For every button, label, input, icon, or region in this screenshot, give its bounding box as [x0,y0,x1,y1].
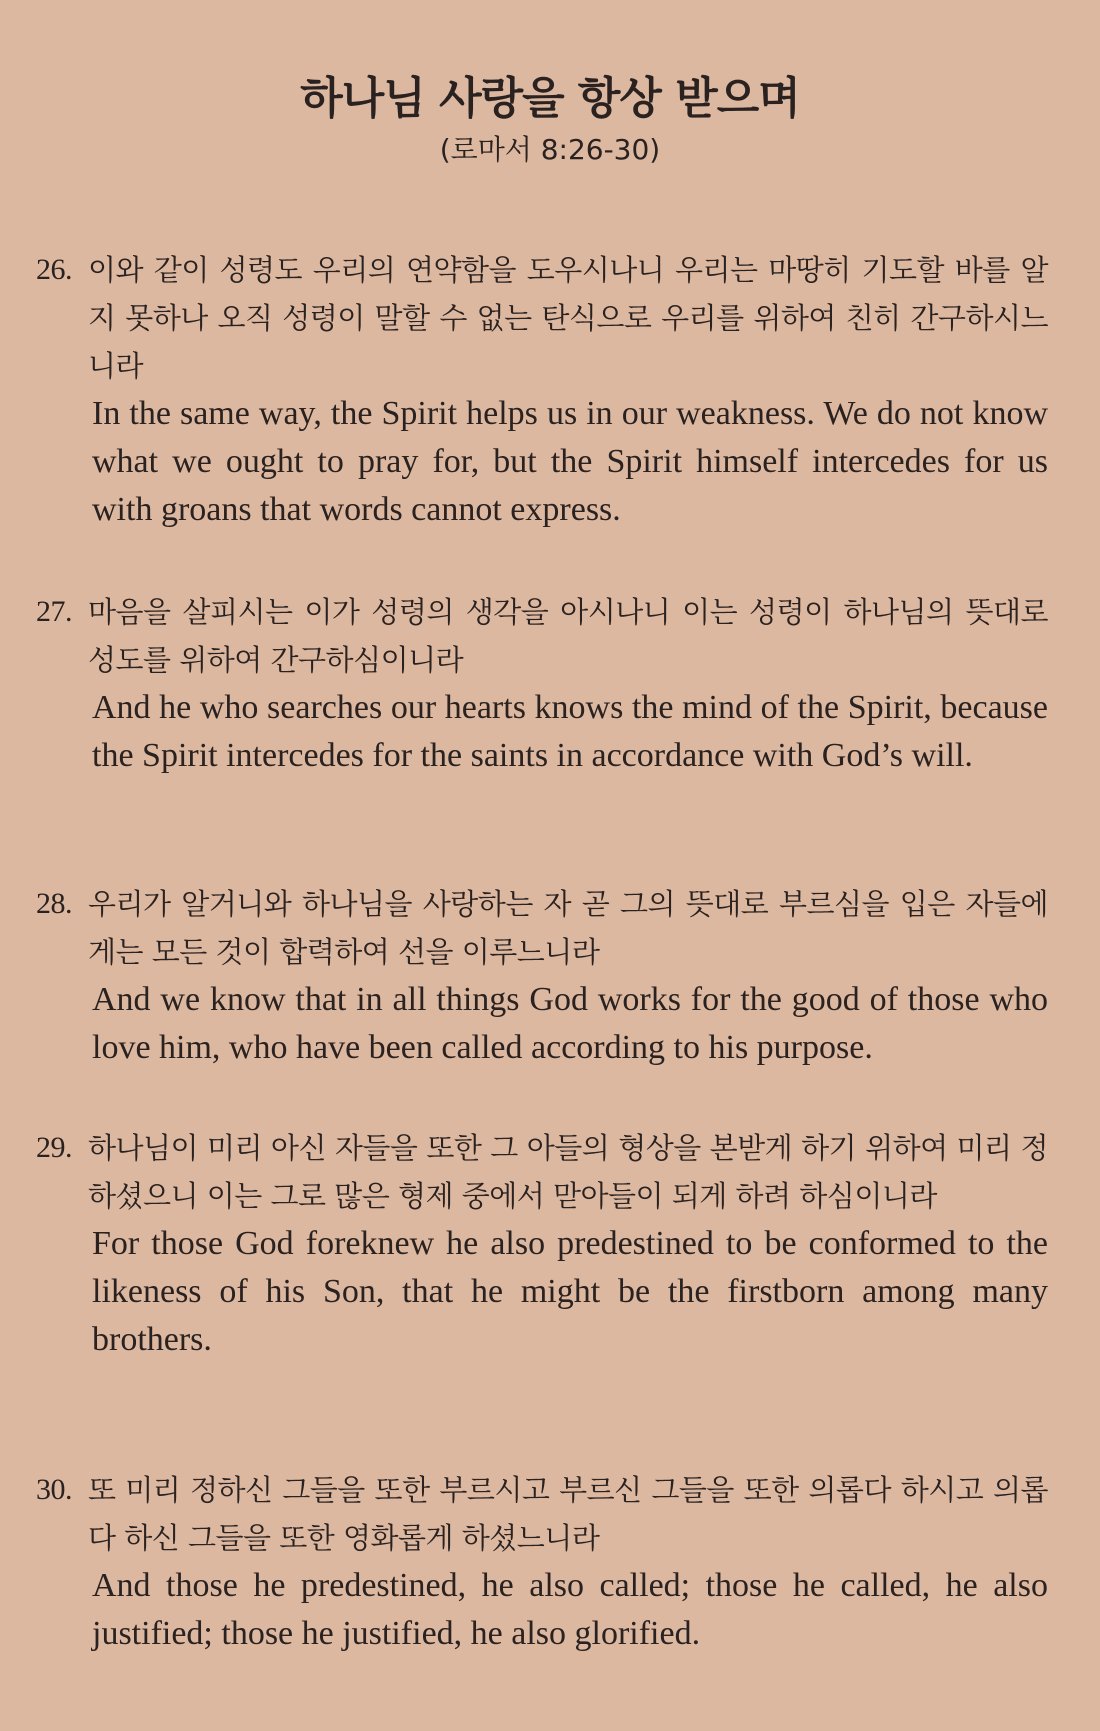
verse-korean-text: 하나님이 미리 아신 자들을 또한 그 아들의 형상을 본받게 하기 위하여 미리 정하셨으니 이는 그로 많은 형제 중에서 맏아들이 되게 하려 하심이니라 [88,1131,1048,1213]
verse-number: 30. [36,1473,72,1506]
verse-korean-text: 또 미리 정하신 그들을 또한 부르시고 부르신 그들을 또한 의롭다 하시고 의롭다 하신 그들을 또한 영화롭게 하셨느니라 [88,1473,1048,1555]
verse-29 [36,1124,1048,1364]
verse-english: And he who searches our hearts knows the mind of the Spirit, because the Spirit intercedes for the saints in accordance with God’s will. [92,689,1048,774]
verse-korean [36,246,1048,390]
page-title: 하나님 사랑을 항상 받으며 [300,73,800,124]
verse-number: 29. [36,1131,72,1164]
verse-number: 26. [36,253,72,286]
verse-korean [36,1124,1048,1220]
verse-english: For those God foreknew he also predestined to be conformed to the likeness of his Son, that he might be the firstborn among many brothers. [92,1225,1048,1358]
verse-number: 27. [36,595,72,628]
verse-english: In the same way, the Spirit helps us in our weakness. We do not know what we ought to pray for, but the Spirit himself intercedes for us with groans that words cannot express. [92,395,1048,528]
verse-korean-text: 우리가 알거니와 하나님을 사랑하는 자 곧 그의 뜻대로 부르심을 입은 자들에게는 모든 것이 합력하여 선을 이루느니라 [88,887,1048,969]
scripture-reference: (로마서 8:26-30) [439,133,661,166]
verse-english: And we know that in all things God works for the good of those who love him, who have been called according to his purpose. [92,981,1048,1066]
verse-english: And those he predestined, he also called; those he called, he also justified; those he justified, he also glorified. [92,1567,1048,1652]
verse-korean [36,880,1048,976]
verse-number: 28. [36,887,72,920]
verse-27 [36,588,1048,780]
verse-korean [36,1466,1048,1562]
verse-korean-text: 마음을 살피시는 이가 성령의 생각을 아시나니 이는 성령이 하나님의 뜻대로 성도를 위하여 간구하심이니라 [88,595,1048,677]
verse-korean [36,588,1048,684]
verse-30 [36,1466,1048,1658]
verse-28 [36,880,1048,1072]
verse-korean-text: 이와 같이 성령도 우리의 연약함을 도우시나니 우리는 마땅히 기도할 바를 알지 못하나 오직 성령이 말할 수 없는 탄식으로 우리를 위하여 친히 간구하시느니라 [88,253,1048,383]
verse-26 [36,246,1048,534]
